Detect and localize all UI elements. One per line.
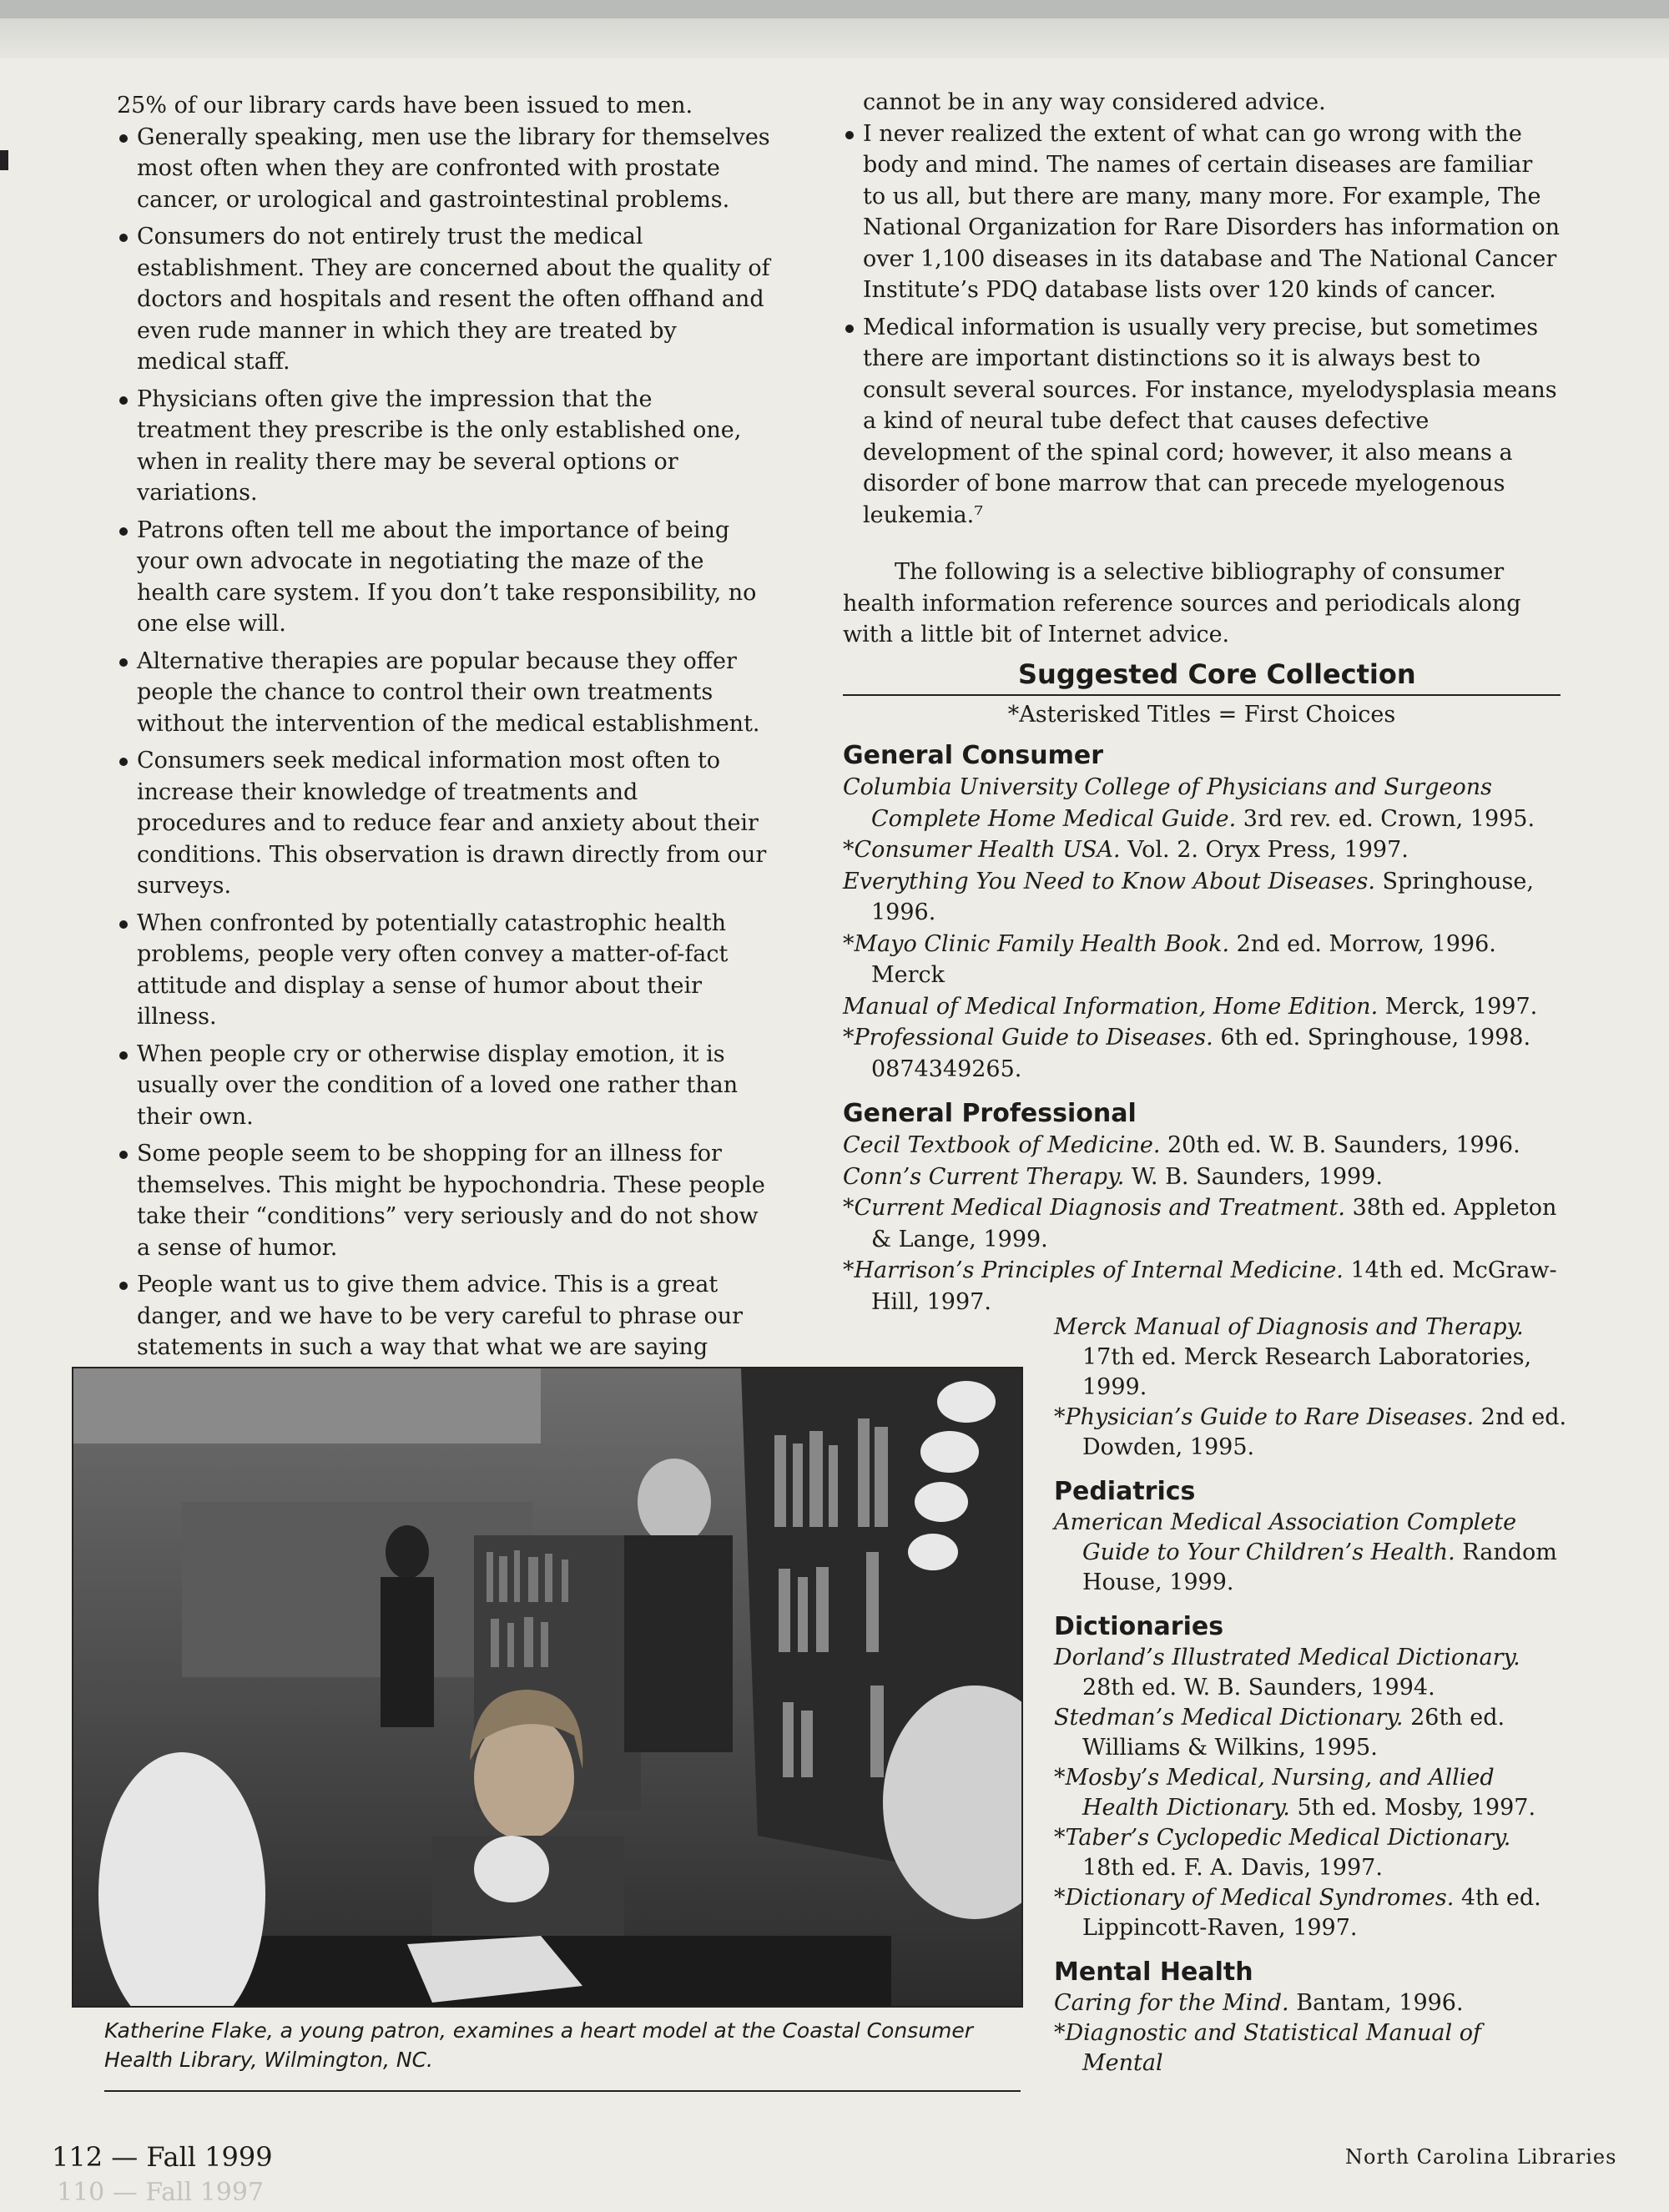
entry-title: *Professional Guide to Diseases. [843,1025,1213,1051]
right-bullet-item: Medical information is usually very precise, but sometimes there are important distinctions so it is always best to consult several sources. For instance, myelodysplasia means a kind of neural tube defect that causes defective development of the spinal cord; however, it also means a disorder of bone marrow that can precede myelogenous leukemia.⁷ [843,312,1561,532]
entry-details: 18th ed. F. A. Davis, 1997. [1082,1855,1383,1881]
page-number: 112 [52,2141,103,2173]
entry-details: 2nd ed. Dowden, 1995. [1082,1404,1567,1460]
entry-details: 2nd ed. Morrow, 1996. Merck [871,930,1496,988]
bibliography-entry [1054,1643,1567,1703]
right-lower-column [1054,1313,1567,2078]
entry-title: *Dictionary of Medical Syndromes. [1054,1885,1455,1911]
page-footer-left [52,2141,273,2173]
entry-details: 28th ed. W. B. Saunders, 1994. [1082,1675,1435,1701]
entry-title: *Harrison’s Principles of Internal Medicine. [843,1257,1344,1283]
entry-details: W. B. Saunders, 1999. [1124,1163,1383,1190]
entry-details: Springhouse, 1996. [871,868,1534,925]
left-lead: 25% of our library cards have been issued to men. [117,93,693,118]
bibliography-entry [843,866,1561,929]
entry-title: *Diagnostic and Statistical Manual of Mental [1054,2020,1481,2076]
left-bullet-item: Generally speaking, men use the library for themselves most often when they are confronted with prostate cancer, or urological and gastrointestinal problems. [117,122,772,216]
asterisk-note: *Asterisked Titles = First Choices [1007,701,1396,728]
margin-mark [0,150,8,170]
photo-caption: Katherine Flake, a young patron, examines a heart model at the Coastal Consumer Health Library, Wilmington, NC. [104,2018,974,2072]
left-bullet-item: Alternative therapies are popular because they offer people the chance to control their own treatments without the intervention of the medical establishment. [117,646,772,740]
entry-details: 4th ed. Lippincott-Raven, 1997. [1082,1885,1541,1941]
bibliography-entry [843,772,1561,834]
entry-details: Bantam, 1996. [1288,1990,1464,2016]
general-professional-cont-list [1054,1313,1567,1463]
entry-details: 38th ed. Appleton & Lange, 1999. [871,1195,1557,1252]
left-bullet-item: Patrons often tell me about the importance of being your own advocate in negotiating the maze of the health care system. If you don’t take responsibility, no one else will. [117,515,772,640]
bibliography-entry [1054,1763,1567,1823]
bibliography-entry [843,834,1561,866]
general-professional-list [843,1130,1561,1318]
bibliography-entry [843,1161,1561,1193]
left-bullet-item: Consumers do not entirely trust the medical establishment. They are concerned about the quality of doctors and hospitals and resent the often offhand and even rude manner in which they are treated by medical staff. [117,221,772,378]
bibliography-entry [1054,1403,1567,1463]
entry-title: Caring for the Mind. [1054,1990,1289,2016]
core-collection-title: Suggested Core Collection [1010,658,1424,691]
category-general-consumer: General Consumer [843,741,1104,770]
entry-details: Random House, 1999. [1082,1539,1557,1595]
entry-details: Vol. 2. Oryx Press, 1997. [1120,837,1409,863]
right-column [843,87,1561,1318]
entry-title: Everything You Need to Know About Diseases. [843,868,1375,894]
entry-details: 26th ed. Williams & Wilkins, 1995. [1082,1705,1505,1761]
entry-details: 6th ed. Springhouse, 1998. 0874349265. [871,1025,1531,1082]
entry-title: *Mayo Clinic Family Health Book. [843,930,1230,957]
left-bullet-item: Physicians often give the impression that the treatment they prescribe is the only established one, when in reality there may be several options or variations. [117,384,772,509]
entry-title: Dorland’s Illustrated Medical Dictionary. [1054,1645,1520,1670]
category-general-professional: General Professional [843,1099,1137,1128]
category-dictionaries: Dictionaries [1054,1612,1224,1641]
entry-title: Merck Manual of Diagnosis and Therapy. [1054,1314,1524,1340]
caption-divider [104,2090,1021,2092]
entry-title: *Physician’s Guide to Rare Diseases. [1054,1404,1475,1430]
general-consumer-list [843,772,1561,1085]
left-bullet-item: Consumers seek medical information most often to increase their knowledge of treatments and procedures and to reduce fear and anxiety about their conditions. This observation is drawn directly from our surveys. [117,745,772,902]
left-bullet-list [117,122,772,1363]
library-photo [72,1367,1023,2008]
right-bullet-list [843,118,1561,532]
left-bullet-item: Some people seem to be shopping for an illness for themselves. This might be hypochondria. These people take their “conditions” very seriously and do not show a sense of humor. [117,1138,772,1263]
photo-illustration [73,1368,1021,2006]
mental-health-list [1054,1988,1567,2078]
dictionaries-list [1054,1643,1567,1943]
bibliography-entry [1054,1508,1567,1598]
entry-details: 20th ed. W. B. Saunders, 1996. [1160,1132,1520,1158]
category-pediatrics: Pediatrics [1054,1477,1196,1506]
bibliography-entry [843,929,1561,991]
entry-details: 14th ed. McGraw-Hill, 1997. [871,1257,1557,1315]
left-bullet-item: When confronted by potentially catastrophic health problems, people very often convey a matter-of-fact attitude and display a sense of humor about their illness. [117,908,772,1033]
core-collection-header [843,659,1561,696]
bibliography-entry [843,1255,1561,1318]
bibliography-entry [1054,1703,1567,1763]
bibliography-entry [1054,1313,1567,1403]
entry-details: 17th ed. Merck Research Laboratories, 1999. [1082,1344,1532,1400]
left-bullet-item: People want us to give them advice. This is a great danger, and we have to be very careful to phrase our statements in such a way that what we are saying [117,1269,772,1363]
bibliography-entry [843,1022,1561,1085]
entry-title: *Taber’s Cyclopedic Medical Dictionary. [1054,1825,1511,1851]
right-continuation: cannot be in any way considered advice. [863,89,1326,115]
entry-title: *Current Medical Diagnosis and Treatment. [843,1195,1345,1221]
scan-strip [0,0,1669,18]
entry-title: Conn’s Current Therapy. [843,1163,1125,1190]
bibliography-entry [843,1130,1561,1161]
scan-top-edge [0,0,1669,58]
entry-title: Cecil Textbook of Medicine. [843,1132,1161,1158]
entry-title: Manual of Medical Information, Home Edition. [843,993,1379,1020]
entry-title: Columbia University College of Physicians and Surgeons Complete Home Medical Guide. [843,774,1492,832]
issue-label: — Fall 1999 [111,2141,273,2173]
left-bullet-item: When people cry or otherwise display emotion, it is usually over the condition of a loved one rather than their own. [117,1039,772,1133]
right-bullet-item: I never realized the extent of what can go wrong with the body and mind. The names of certain diseases are familiar to us all, but there are many, many more. For example, The National Organization for Rare Disorders has information on over 1,100 diseases in its database and The National Cancer Institute’s PDQ database lists over 120 kinds of cancer. [843,118,1561,306]
entry-details: 5th ed. Mosby, 1997. [1289,1795,1536,1821]
publication-name: North Carolina Libraries [1345,2145,1617,2169]
bibliography-entry [1054,1883,1567,1943]
bibliography-entry [1054,1823,1567,1883]
bibliography-entry [843,991,1561,1023]
entry-details: 3rd rev. ed. Crown, 1995. [1236,805,1535,832]
bleed-through-footer: 110 — Fall 1997 [57,2178,265,2207]
bibliography-entry [843,1192,1561,1255]
entry-title: *Mosby’s Medical, Nursing, and Allied Health Dictionary. [1054,1765,1495,1821]
entry-title: American Medical Association Complete Guide to Your Children’s Health. [1054,1509,1517,1565]
entry-title: Stedman’s Medical Dictionary. [1054,1705,1404,1731]
bibliography-entry [1054,1988,1567,2018]
category-mental-health: Mental Health [1054,1958,1253,1987]
pediatrics-list [1054,1508,1567,1598]
entry-details: Merck, 1997. [1378,993,1538,1020]
bibliography-intro: The following is a selective bibliography of consumer health information reference sources and periodicals along with a little bit of Internet advice. [843,559,1521,647]
entry-title: *Consumer Health USA. [843,837,1121,863]
left-column [117,90,772,1369]
bibliography-entry [1054,2018,1567,2078]
